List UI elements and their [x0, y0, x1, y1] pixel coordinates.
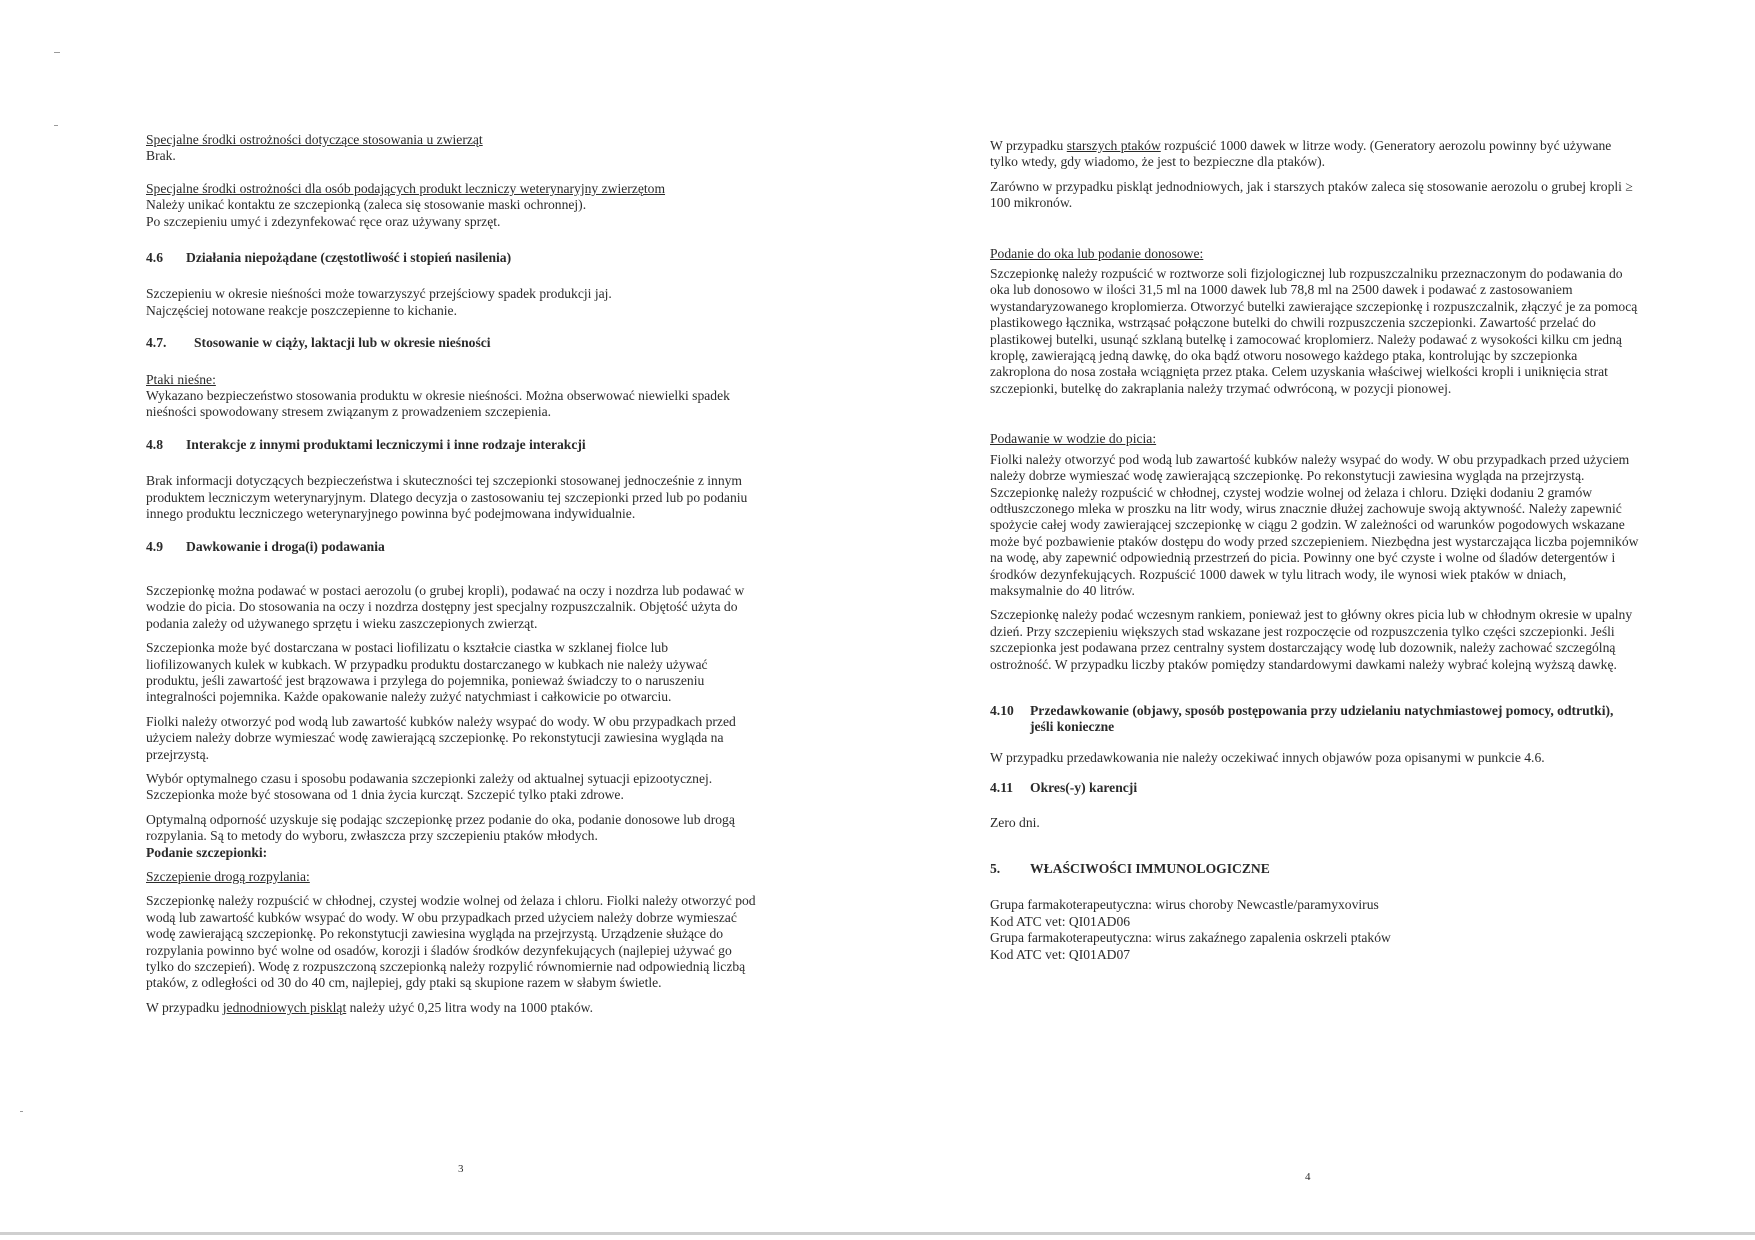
left-page-text — [146, 132, 756, 1016]
paragraph: Szczepieniu w okresie nieśności może towarzyszyć przejściowy spadek produkcji jaj. — [146, 286, 612, 302]
section-number: 4.9 — [146, 538, 163, 554]
section-heading-4-10 — [990, 703, 1640, 736]
section-number: 4.8 — [146, 436, 163, 452]
section-title: Dawkowanie i droga(i) podawania — [186, 538, 385, 554]
subheading: Specjalne środki ostrożności dla osób podających produkt leczniczy weterynaryjny zwierzętom — [146, 180, 666, 196]
paragraph: Wybór optymalnego czasu i sposobu podawania szczepionki zależy od aktualnej sytuacji epizootycznej. Szczepionka może być stosowana od 1 dnia życia kurcząt. Szczepić tylko ptaki zdrowe. — [146, 770, 713, 803]
paragraph — [146, 1000, 756, 1016]
paragraph: Kod ATC vet: QI01AD06 — [990, 913, 1131, 929]
section-heading-5 — [990, 861, 1640, 877]
section-heading-4-9 — [146, 539, 756, 555]
paragraph: Grupa farmakoterapeutyczna: wirus zakaźnego zapalenia oskrzeli ptaków — [990, 930, 1391, 946]
scan-speck — [20, 1111, 23, 1112]
left-page — [0, 0, 877, 1240]
paragraph: Optymalną odporność uzyskuje się podając szczepionkę przez podanie do oka, podanie donosowe lub drogą rozpylania. Są to metody do wyboru, zwłaszcza przy szczepieniu ptaków młodych. — [146, 811, 735, 844]
paragraph: Grupa farmakoterapeutyczna: wirus choroby Newcastle/paramyxovirus — [990, 897, 1379, 913]
page-number: 3 — [458, 1163, 464, 1175]
paragraph: Zero dni. — [990, 814, 1040, 830]
scan-speck — [54, 52, 60, 53]
paragraph: Szczepionkę należy rozpuścić w chłodnej, czystej wodzie wolnej od żelaza i chloru. Fiolki należy otworzyć pod wodą lub zawartość kubków wsypać do wody. W obu przypadkach przed użyciem należy dobrze wymieszać wodę zawierającą szczepionkę. Po rekonstytucji zawiesina wygląda na przejrzystą. Urządzenie służące do rozpylania powinno być wolne od osadów, korozji i śladów środków dezynfekujących (najlepiej używać go tylko do szczepień). Wodę z rozpuszczoną szczepionką należy rozpylić równomiernie nad odpowiednią liczbą ptaków, z odległości od 30 do 40 cm, najlepiej, gdy ptaki są skupione razem w słabym świetle. — [146, 893, 756, 991]
section-title: Stosowanie w ciąży, laktacji lub w okresie nieśności — [194, 335, 491, 351]
right-page — [877, 0, 1755, 1240]
paragraph: Brak. — [146, 148, 176, 164]
subheading: Podawanie w wodzie do picia: — [990, 431, 1157, 447]
section-title: Okres(-y) karencji — [1030, 780, 1138, 796]
subheading: Podanie do oka lub podanie donosowe: — [990, 245, 1204, 261]
section-title: WŁAŚCIWOŚCI IMMUNOLOGICZNE — [1030, 861, 1270, 876]
text-run: rozpuścić 1000 dawek w litrze wody. (Generatory aerozolu powinny być używane tylko wtedy, gdy wiadomo, że jest to bezpieczne dla ptaków). — [990, 138, 1612, 170]
section-number: 4.6 — [146, 250, 163, 266]
section-heading-4-7 — [146, 335, 756, 351]
text-run: W przypadku — [146, 999, 223, 1015]
paragraph: Fiolki należy otworzyć pod wodą lub zawartość kubków należy wsypać do wody. W obu przypadkach przed użyciem należy dobrze wymieszać wodę zawierającą szczepionkę. Po rekonstytucji zawiesina wygląda na przejrzystą. Szczepionkę należy rozpuścić w chłodnej, czystej wodzie wolnej od żelaza i chloru. Dzięki dodaniu 2 gramów odtłuszczonego mleka w proszku na litr wody, wirus znacznie dłużej zachowuje swoją aktywność. Należy zapewnić spożycie całej wody zawierającej szczepionkę w ciągu 2 godzin. W zależności od warunków pogodowych wskazane może być pozbawienie ptaków dostępu do wody przed szczepieniem. Niezbędna jest wystarczająca liczba pojemników na wodę, aby zapewnić odpowiednią przestrzeń do picia. Powinny one być czyste i wolne od śladów detergentów i środków dezynfekujących. Rozpuścić 1000 dawek w tylu litrach wody, ile wynosi wiek ptaków w dniach, maksymalnie do 40 litrów. — [990, 451, 1639, 598]
paragraph: Szczepionkę należy rozpuścić w roztworze soli fizjologicznej lub rozpuszczalniku przeznaczonym do podawania do oka lub donosowo w ilości 31,5 ml na 1000 dawek lub 78,8 ml na 2500 dawek i podawać z zastosowaniem wystandaryzowanego kroplomierza. Otworzyć butelki zawierające szczepionkę i rozpuszczalnik, złączyć je za pomocą plastikowego łącznika, wstrząsać połączone butelki do chwili rozpuszczenia szczepionki. Zawartość przelać do plastikowej butelki, usunąć szklaną butelkę i zamocować kroplomierz. Należy podawać z wysokości kilku cm jedną kroplę, zawierającą jedną dawkę, do oka bądź otworu nosowego każdego ptaka, kontrolując by szczepionka zakroplona do nosa została wciągnięta przez ptaka. Celem uzyskania właściwej wielkości kropli i uniknięcia strat szczepionki, butelkę do zakraplania należy trzymać odwróconą, w pozycji pionowej. — [990, 266, 1638, 396]
subheading: Specjalne środki ostrożności dotyczące stosowania u zwierząt — [146, 132, 483, 147]
text-run: W przypadku — [990, 138, 1067, 153]
text-run-underlined: jednodniowych piskląt — [222, 999, 347, 1015]
paragraph: Szczepionkę można podawać w postaci aerozolu (o grubej kropli), podawać na oczy i nozdrza lub podawać w wodzie do picia. Do stosowania na oczy i nozdrza dostępny jest specjalny rozpuszczalnik. Objętość użyta do podania zależy od używanego sprzętu i wieku zaszczepionych zwierząt. — [146, 582, 745, 631]
paragraph: Szczepionka może być dostarczana w postaci liofilizatu o kształcie ciastka w szklanej fiolce lub liofilizowanych kulek w kubkach. W przypadku produktu dostarczanego w kubkach nie należy używać produktu, jeśli zawartość jest brązowawa i przylega do pojemnika, ponieważ świadczy to o naruszeniu integralności pojemnika. Każde opakowanie należy zużyć natychmiast i całkowicie po otwarciu. — [146, 640, 708, 705]
paragraph: Brak informacji dotyczących bezpieczeństwa i skuteczności tej szczepionki stosowanej jednocześnie z innym produktem leczniczym weterynaryjnym. Dlatego decyzja o zastosowaniu tej szczepionki przed lub po podaniu innego produktu leczniczego weterynaryjnego powinna być podejmowana indywidualnie. — [146, 473, 748, 522]
section-number: 4.10 — [990, 702, 1014, 718]
section-heading-4-8 — [146, 437, 756, 453]
paragraph: W przypadku przedawkowania nie należy oczekiwać innych objawów poza opisanymi w punkcie 4.6. — [990, 749, 1545, 765]
scan-bottom-edge — [0, 1232, 1755, 1235]
section-title: Interakcje z innymi produktami leczniczymi i inne rodzaje interakcji — [186, 436, 586, 452]
page-number: 4 — [1305, 1171, 1311, 1183]
subheading: Ptaki nieśne: — [146, 371, 216, 387]
paragraph: Fiolki należy otworzyć pod wodą lub zawartość kubków należy wsypać do wody. W obu przypadkach przed użyciem należy dobrze wymieszać wodę zawierającą szczepionkę. Po rekonstytucji zawiesina wygląda na przejrzystą. — [146, 713, 736, 762]
section-number: 4.11 — [990, 780, 1014, 796]
paragraph: Należy unikać kontaktu ze szczepionką (zaleca się stosowanie maski ochronnej). — [146, 197, 587, 213]
section-number: 4.7. — [146, 335, 167, 351]
text-run: należy użyć 0,25 litra wody na 1000 ptaków. — [346, 999, 593, 1015]
subheading: Szczepienie drogą rozpylania: — [146, 869, 310, 884]
paragraph — [990, 138, 1640, 171]
section-heading-4-6 — [146, 250, 756, 266]
paragraph: Wykazano bezpieczeństwo stosowania produktu w okresie nieśności. Można obserwować niewielki spadek nieśności spowodowany stresem związanym z prowadzeniem szczepienia. — [146, 388, 730, 420]
section-title: Działania niepożądane (częstotliwość i stopień nasilenia) — [186, 250, 512, 266]
subheading-bold: Podanie szczepionki: — [146, 844, 268, 860]
section-heading-4-11 — [990, 780, 1640, 796]
right-page-text — [990, 138, 1640, 963]
paragraph: Szczepionkę należy podać wczesnym rankiem, ponieważ jest to główny okres picia lub w chłodnym okresie w upalny dzień. Przy szczepieniu większych stad wskazane jest rozpoczęcie od rozpuszczenia tylko części szczepionki. Jeśli szczepionka jest podawana przez centralny system dostarczający wodę lub dozownik, należy zachować szczególną ostrożność. W przypadku liczby ptaków pomiędzy standardowymi dawkami należy wybrać kolejną wyższą dawkę. — [990, 607, 1633, 672]
scan-speck — [54, 125, 58, 126]
paragraph: Po szczepieniu umyć i zdezynfekować ręce oraz używany sprzęt. — [146, 213, 501, 229]
paragraph: Zarówno w przypadku piskląt jednodniowych, jak i starszych ptaków zaleca się stosowanie aerozolu o grubej kropli ≥ 100 mikronów. — [990, 178, 1633, 211]
paragraph: Najczęściej notowane reakcje poszczepienne to kichanie. — [146, 302, 457, 318]
paragraph: Kod ATC vet: QI01AD07 — [990, 946, 1131, 962]
section-number: 5. — [990, 861, 1001, 876]
section-title: Przedawkowanie (objawy, sposób postępowania przy udzielaniu natychmiastowej pomocy, odtrutki), jeśli konieczne — [1030, 702, 1614, 735]
text-run-underlined: starszych ptaków — [1066, 138, 1161, 153]
